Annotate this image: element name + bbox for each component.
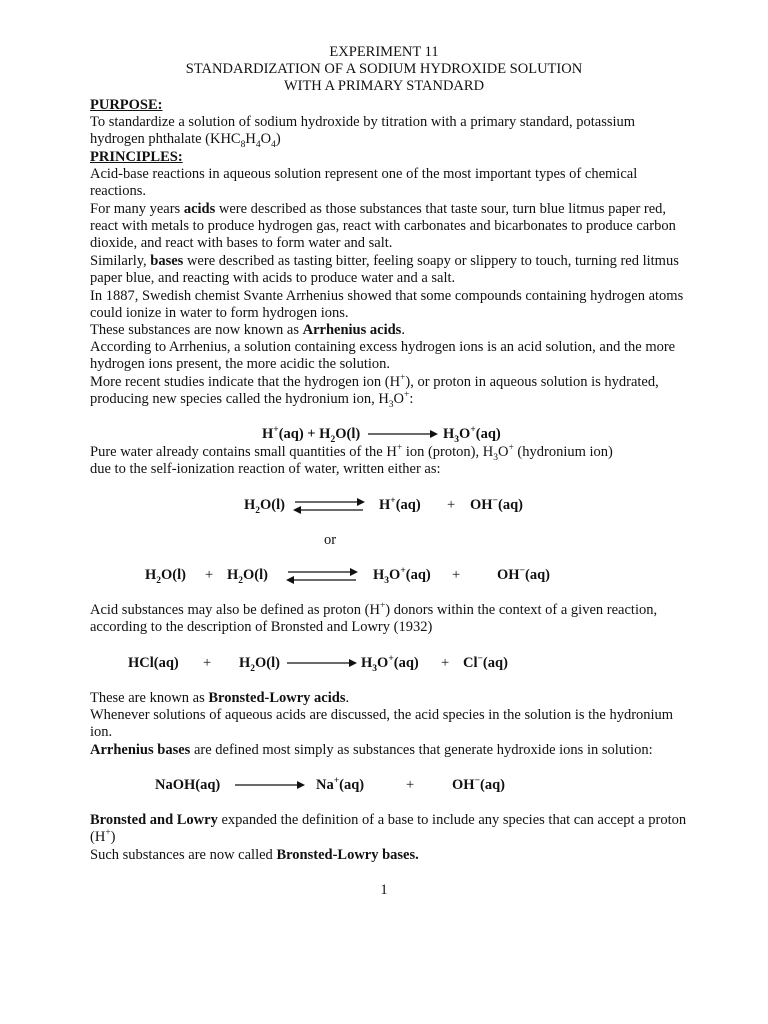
experiment-subtitle: WITH A PRIMARY STANDARD xyxy=(283,78,485,94)
equation-3-plus-1: + xyxy=(205,567,214,583)
principles-paragraph-1: Acid-base reactions in aqueous solution represent one of the most important types of chemical reactions. xyxy=(90,166,638,199)
final-paragraph-2: Such substances are now called Bronsted-Lowry bases. xyxy=(90,847,419,863)
equation-5-hydroxide: OH−(aq) xyxy=(452,776,505,793)
principles-paragraph-7: More recent studies indicate that the hydrogen ion (H+), or proton in aqueous solution is hydrated, producing new species called the hydronium ion, $H_3O^+$: xyxy=(90,373,659,410)
equation-2-reactant: $H_2O(l)$ xyxy=(244,497,285,516)
after-paragraph-2: Whenever solutions of aqueous acids are discussed, the acid species in the solution is the hydronium ion. xyxy=(90,707,674,740)
after-paragraph-1: These are known as Bronsted-Lowry acids. xyxy=(90,690,350,706)
equation-4-chloride: Cl−(aq) xyxy=(463,654,508,671)
equation-4-hcl: HCl(aq) xyxy=(128,655,179,671)
page-number: 1 xyxy=(380,882,388,898)
principles-paragraph-5: These substances are now known as Arrhenius acids. xyxy=(90,322,405,338)
reaction-arrow-icon xyxy=(368,428,438,440)
equation-1-products: $H_3O^+(aq)$ xyxy=(443,425,501,445)
purpose-heading: PURPOSE: xyxy=(90,97,163,113)
bronsted-paragraph: Acid substances may also be defined as proton (H+) donors within the context of a given reaction, according to the description of Bronsted and Lowry (1932) xyxy=(90,601,658,635)
principles-paragraph-4: In 1887, Swedish chemist Svante Arrhenius showed that some compounds containing hydrogen atoms could ionize in water to form hydrogen ions. xyxy=(90,288,684,321)
equation-1-reactants: $H^+(aq) + H_2O(l)$ xyxy=(262,425,361,445)
equilibrium-arrow-icon xyxy=(293,497,365,515)
equation-2-plus: + xyxy=(447,497,456,513)
equation-3-water-1: $H_2O(l)$ xyxy=(145,567,186,586)
purpose-text: To standardize a solution of sodium hydroxide by titration with a primary standard, potassium hydrogen phthalate $(KHC_8H_4O_4)$ xyxy=(90,114,636,150)
equilibrium-arrow-icon xyxy=(286,567,358,585)
equation-2-hydroxide-ion: OH−(aq) xyxy=(470,496,523,513)
principles-paragraph-6: According to Arrhenius, a solution containing excess hydrogen ions is an acid solution, and the more hydrogen ions present, the more acidic the solution. xyxy=(90,339,676,372)
equation-3-plus-2: + xyxy=(452,567,461,583)
or-separator: or xyxy=(324,532,337,548)
principles-paragraph-2: For many years acids were described as those substances that taste sour, turn blue litmus paper red, react with metals to produce hydrogen gas, react with carbonates and bicarbonates to produce carbon dioxide, and react with bases to form water and salt. xyxy=(90,201,676,251)
equation-3-hydroxide: OH−(aq) xyxy=(497,566,550,583)
equation-3-hydronium: $H_3O^+(aq)$ xyxy=(373,566,431,586)
equation-5-sodium-ion: Na+(aq) xyxy=(316,776,365,793)
principles-paragraph-3: Similarly, bases were described as tasting bitter, feeling soapy or slippery to touch, turning red litmus paper blue, and reacting with acids to produce water and a salt. xyxy=(90,253,679,286)
principles-heading: PRINCIPLES: xyxy=(90,149,183,165)
reaction-arrow-icon xyxy=(287,657,357,669)
water-paragraph-line-2: due to the self-ionization reaction of water, written either as: xyxy=(90,461,441,477)
equation-4-plus-2: + xyxy=(441,655,450,671)
equation-4-plus-1: + xyxy=(203,655,212,671)
experiment-number: EXPERIMENT 11 xyxy=(329,44,439,60)
experiment-title: STANDARDIZATION OF A SODIUM HYDROXIDE SOLUTION xyxy=(185,61,583,77)
equation-4-water: $H_2O(l)$ xyxy=(239,655,280,674)
equation-5-plus: + xyxy=(406,777,415,793)
equation-3-water-2: $H_2O(l)$ xyxy=(227,567,268,586)
equation-4-hydronium: $H_3O^+(aq)$ xyxy=(361,654,419,674)
equation-5-naoh: NaOH(aq) xyxy=(155,777,221,793)
final-paragraph-1: Bronsted and Lowry expanded the definition of a base to include any species that can accept a proton (H+) xyxy=(90,812,687,845)
after-paragraph-3: Arrhenius bases are defined most simply as substances that generate hydroxide ions in solution: xyxy=(90,742,653,758)
equation-2-hydrogen-ion: H+(aq) xyxy=(379,496,421,513)
reaction-arrow-icon xyxy=(235,779,305,791)
water-paragraph-line-1: Pure water already contains small quantities of the H+ ion (proton), $H_3O^+$ (hydronium ion) xyxy=(90,443,613,463)
